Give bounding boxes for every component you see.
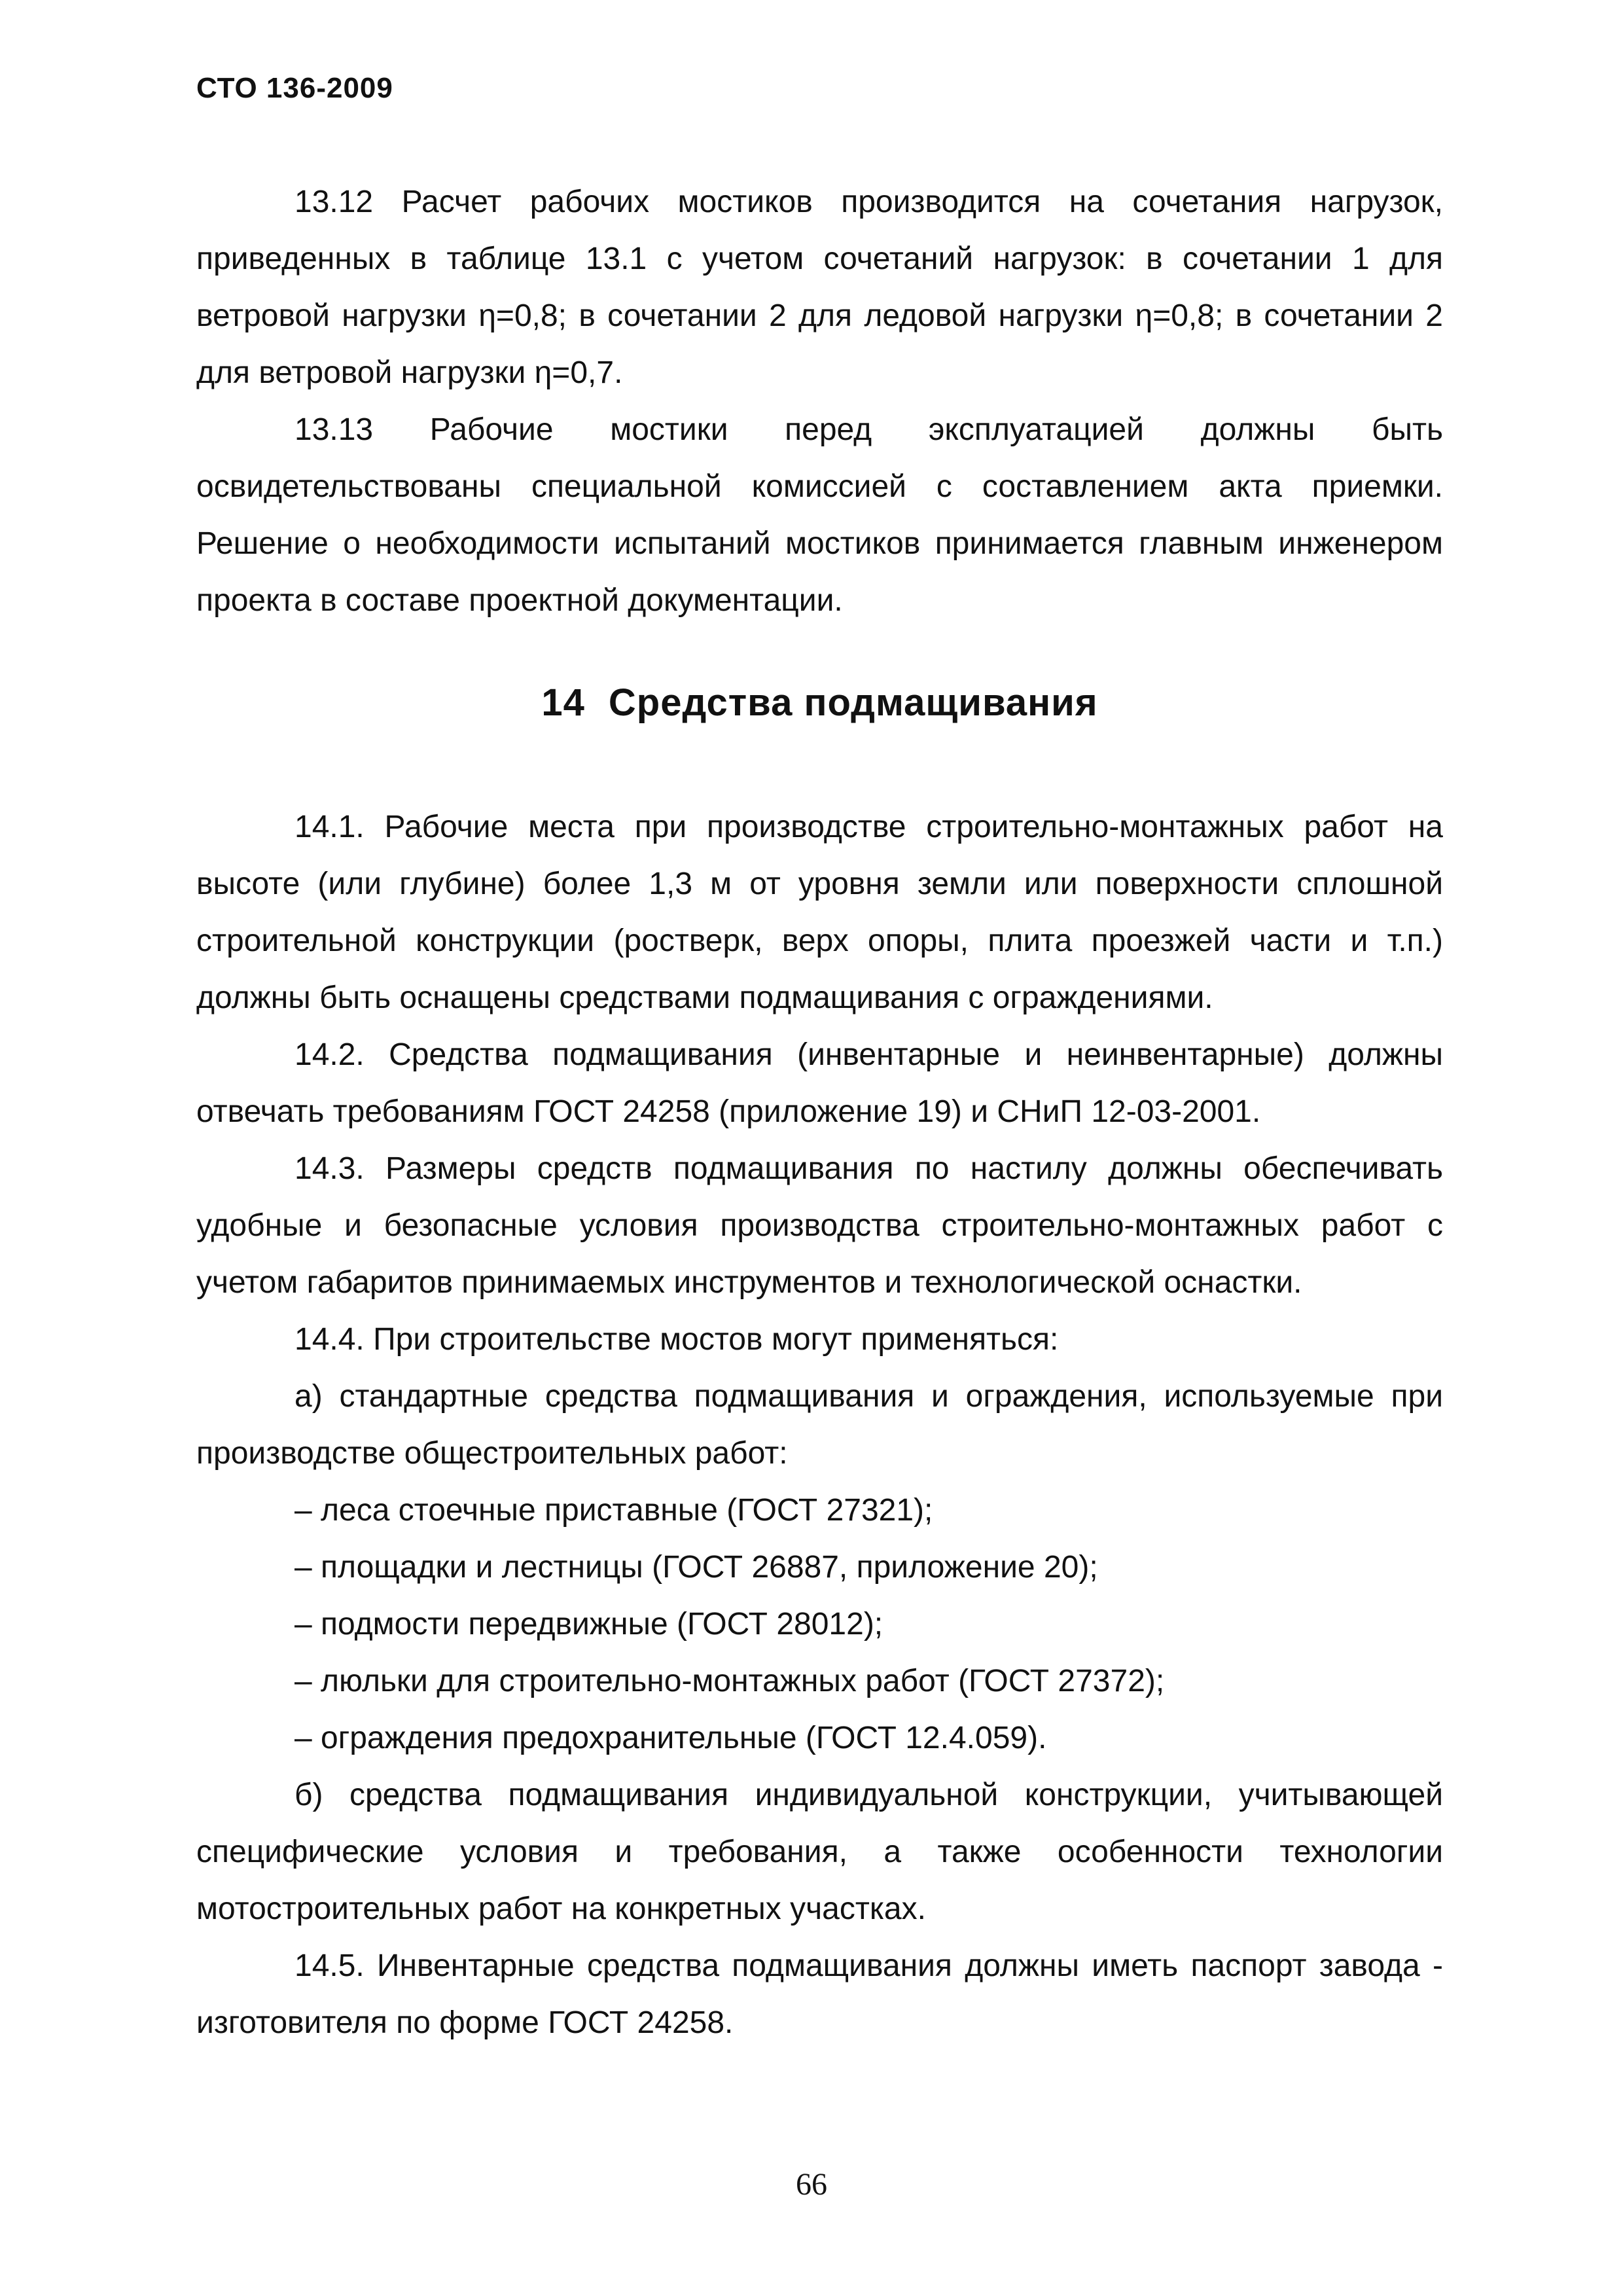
section-title: Средства подмащивания: [608, 681, 1098, 724]
paragraph-13-12: 13.12 Расчет рабочих мостиков производится на сочетания нагрузок, приведенных в таблице 13.1 с учетом сочетаний нагрузок: в сочетании 1 для ветровой нагрузки η=0,8; в сочетании 2 для ледовой нагрузки η=0,8; в сочетании 2 для ветровой нагрузки η=0,7.: [196, 185, 1443, 390]
list-item: – ограждения предохранительные (ГОСТ 12.4.059).: [294, 1721, 1047, 1755]
list-item: – подмости передвижные (ГОСТ 28012);: [294, 1607, 883, 1641]
paragraph-14-4-a: а) стандартные средства подмащивания и ограждения, используемые при производстве общестроительных работ:: [196, 1379, 1443, 1471]
paragraph-14-4: 14.4. При строительстве мостов могут применяться:: [294, 1322, 1059, 1357]
document-code: СТО 136-2009: [196, 72, 393, 104]
paragraph-14-4-b: б) средства подмащивания индивидуальной конструкции, учитывающей специфические условия и требования, а также особенности технологии мотостроительных работ на конкретных участках.: [196, 1778, 1443, 1926]
list-item: – леса стоечные приставные (ГОСТ 27321);: [294, 1493, 933, 1528]
section-heading: [196, 681, 1443, 725]
list-item: – площадки и лестницы (ГОСТ 26887, приложение 20);: [294, 1550, 1098, 1585]
list-item: – люльки для строительно-монтажных работ (ГОСТ 27372);: [294, 1664, 1165, 1698]
paragraph-13-13: 13.13 Рабочие мостики перед эксплуатацией должны быть освидетельствованы специальной комиссией с составлением акта приемки. Решение о необходимости испытаний мостиков принимается главным инженером проекта в составе проектной документации.: [196, 412, 1443, 618]
paragraph-14-3: 14.3. Размеры средств подмащивания по настилу должны обеспечивать удобные и безопасные условия производства строительно-монтажных работ с учетом габаритов принимаемых инструментов и технологической оснастки.: [196, 1151, 1443, 1300]
section-number: 14: [541, 681, 585, 724]
paragraph-14-5: 14.5. Инвентарные средства подмащивания должны иметь паспорт завода - изготовителя по форме ГОСТ 24258.: [196, 1948, 1443, 2040]
paragraph-14-1: 14.1. Рабочие места при производстве строительно-монтажных работ на высоте (или глубине) более 1,3 м от уровня земли или поверхности сплошной строительной конструкции (ростверк, верх опоры, плита проезжей части и т.п.) должны быть оснащены средствами подмащивания с ограждениями.: [196, 810, 1443, 1015]
paragraph-14-2: 14.2. Средства подмащивания (инвентарные и неинвентарные) должны отвечать требованиям ГОСТ 24258 (приложение 19) и СНиП 12-03-2001.: [196, 1037, 1443, 1129]
page-number: 66: [796, 2167, 827, 2202]
